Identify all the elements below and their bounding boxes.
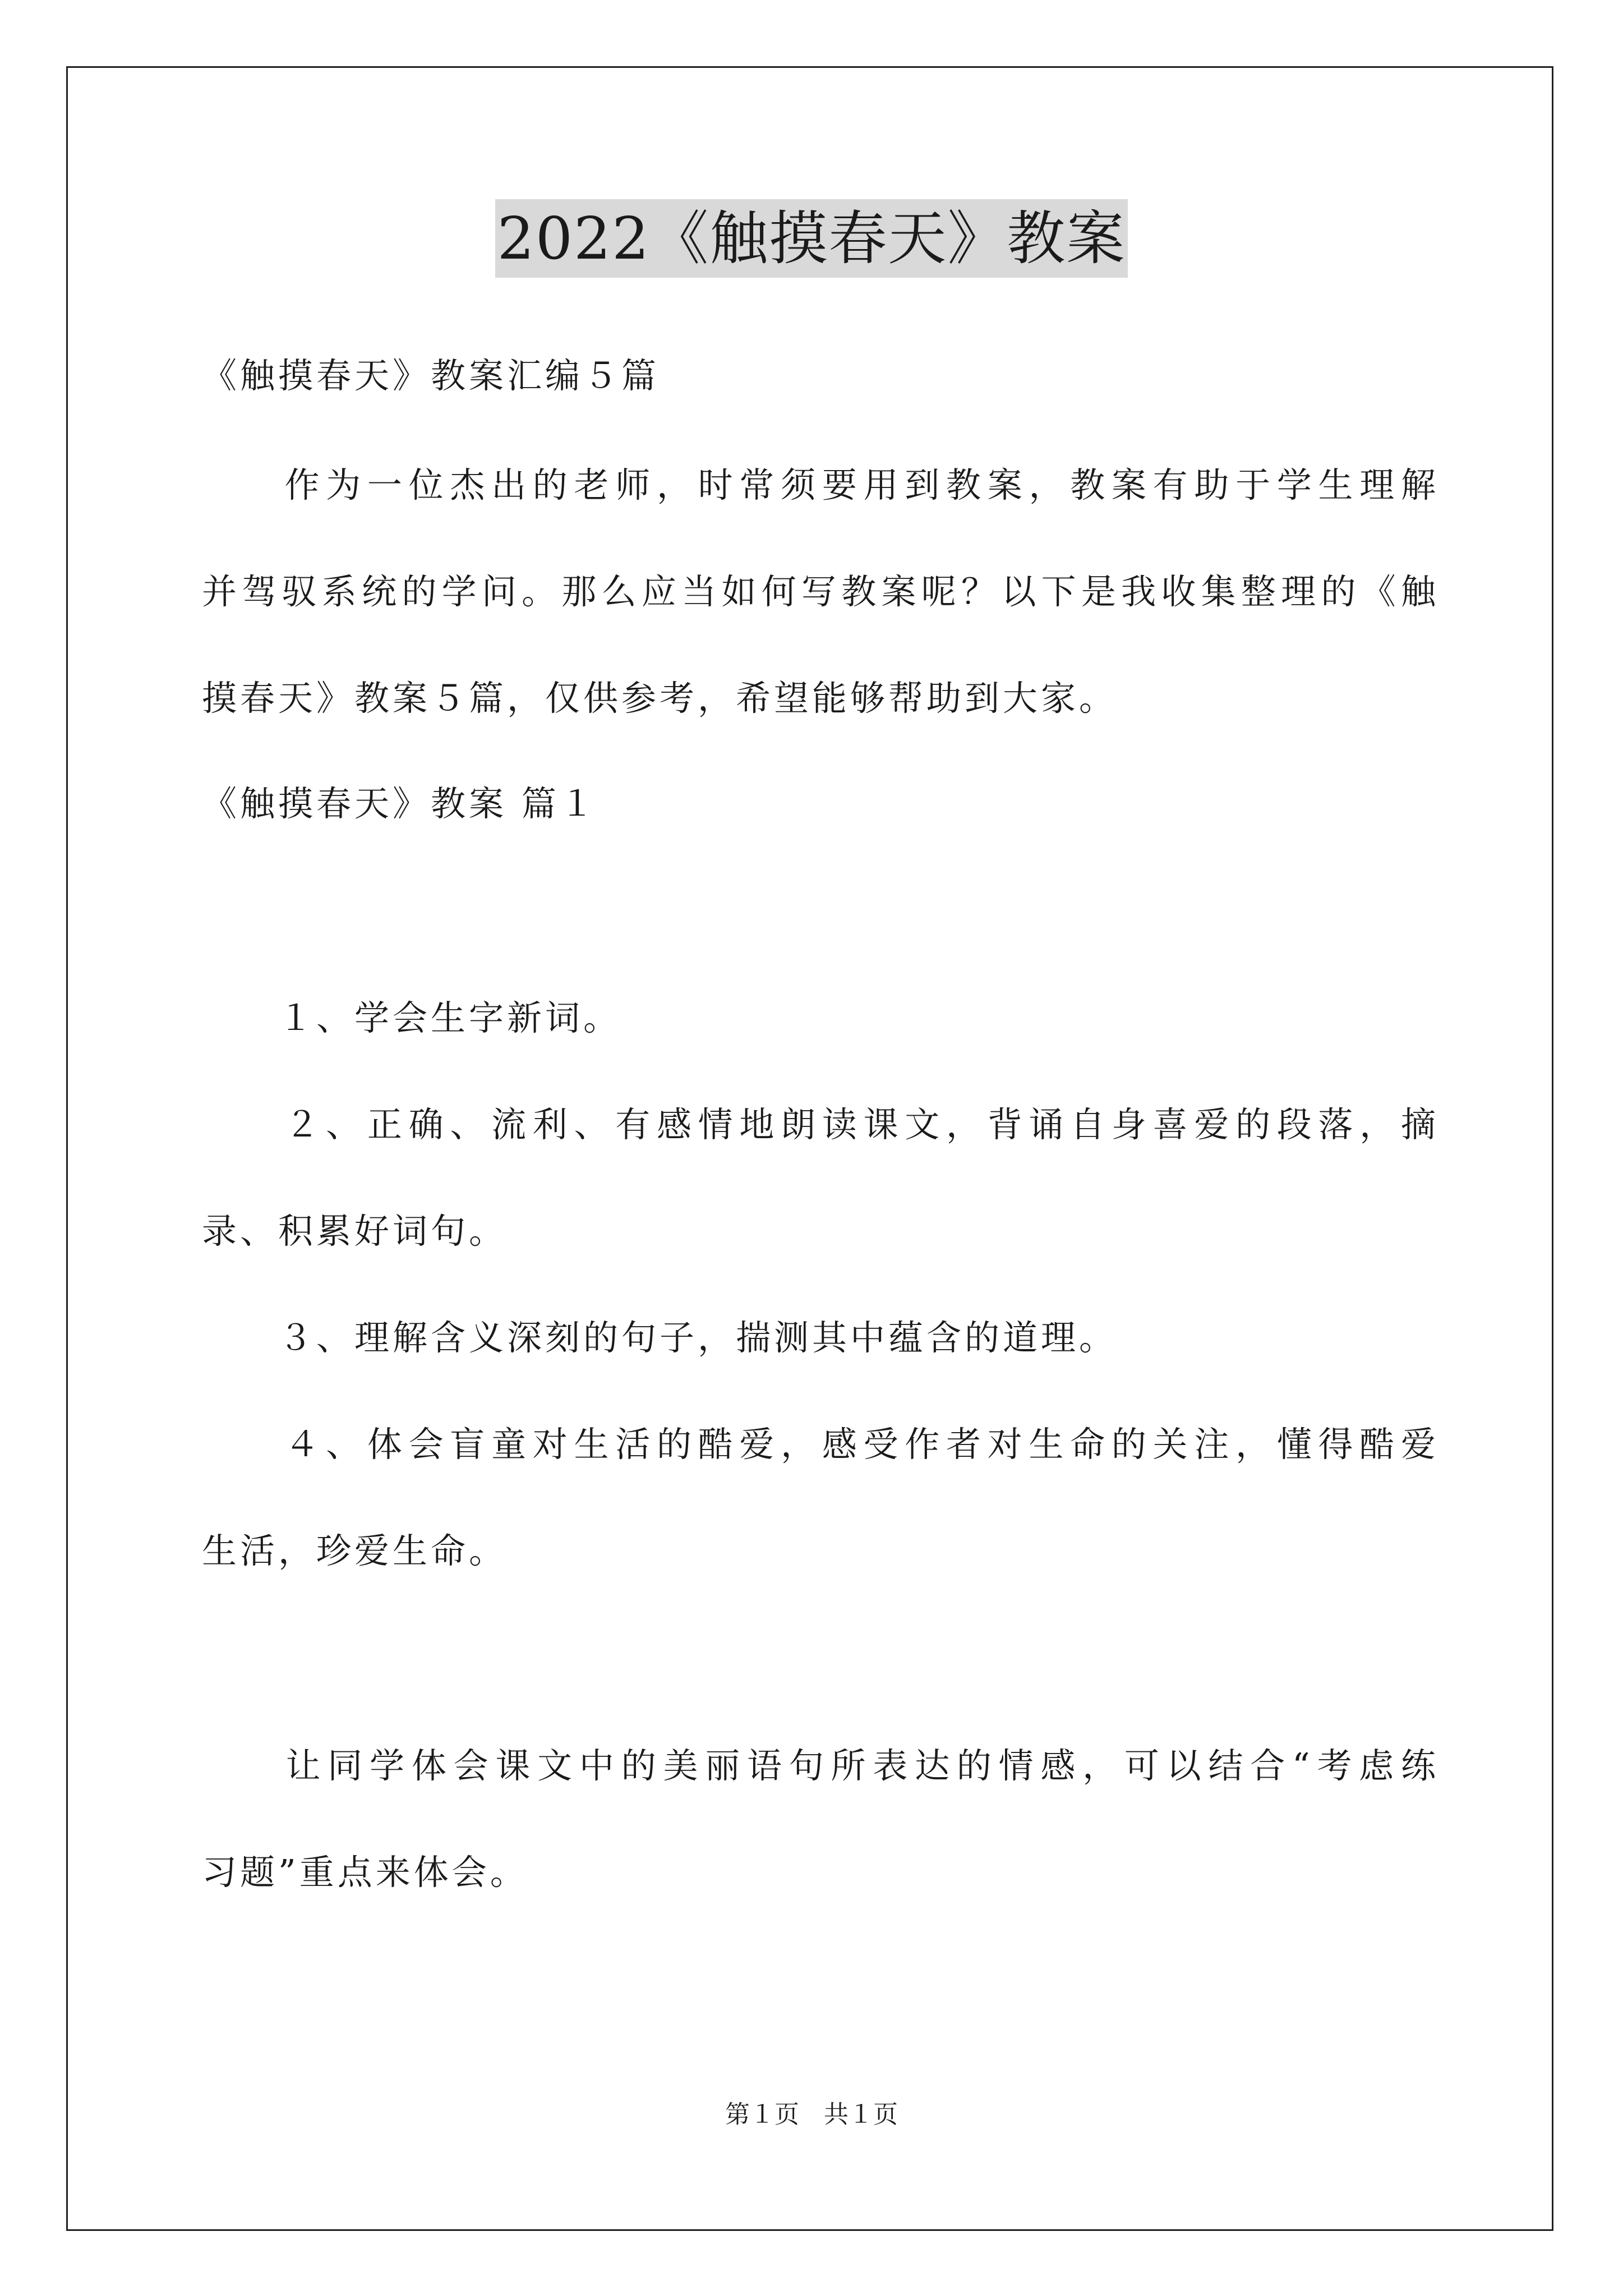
list-item: ２、正确、流利、有感情地朗读课文，背诵自身喜爱的段落，摘 bbox=[202, 1104, 1436, 1145]
page-footer: 第１页 共１页 bbox=[725, 2100, 898, 2129]
list-item: １、学会生字新词。 bbox=[202, 997, 622, 1038]
title-container bbox=[0, 199, 1623, 278]
list-item: ３、理解含义深刻的句子，揣测其中蕴含的道理。 bbox=[202, 1317, 1118, 1358]
paragraph-line: 并驾驭系统的学问。那么应当如何写教案呢？以下是我收集整理的《触 bbox=[202, 571, 1436, 612]
list-item: ４、体会盲童对生活的酷爱，感受作者对生命的关注，懂得酷爱 bbox=[202, 1424, 1436, 1465]
paragraph-line: 摸春天》教案５篇，仅供参考，希望能够帮助到大家。 bbox=[202, 678, 1118, 719]
document-title: 2022《触摸春天》教案 bbox=[495, 199, 1128, 278]
paragraph-line: 作为一位杰出的老师，时常须要用到教案，教案有助于学生理解 bbox=[202, 464, 1436, 505]
paragraph-line: 习题”重点来体会。 bbox=[202, 1852, 528, 1893]
section-heading: 《触摸春天》教案 篇１ bbox=[202, 783, 598, 824]
paragraph-line: 让同学体会课文中的美丽语句所表达的情感，可以结合“考虑练 bbox=[202, 1745, 1436, 1786]
subtitle-line: 《触摸春天》教案汇编５篇 bbox=[202, 355, 660, 396]
list-item-continuation: 录、积累好词句。 bbox=[202, 1211, 508, 1251]
list-item-continuation: 生活，珍爱生命。 bbox=[202, 1530, 508, 1571]
